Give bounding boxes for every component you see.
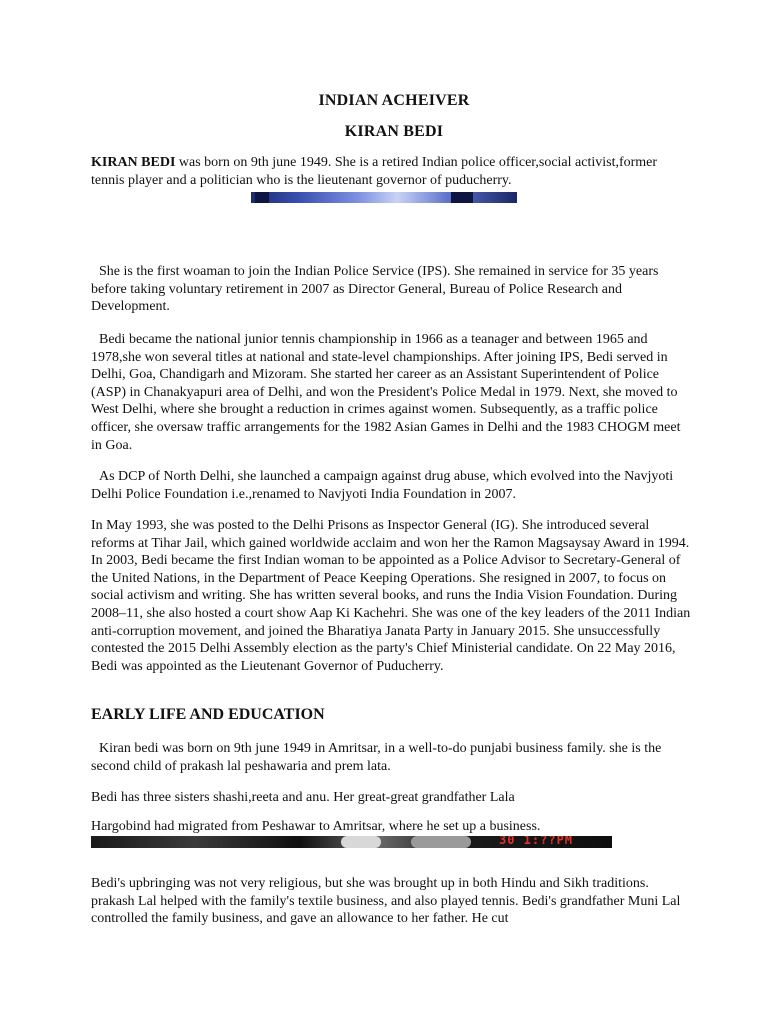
intro-text: was born on 9th june 1949. She is a retired Indian police officer,social activist,former tennis player and a politician who is the lieutenant governor of puducherry. (91, 155, 658, 188)
photo-detail (411, 836, 471, 848)
photo-clock-text: 30 1:??PM (499, 836, 574, 847)
section-heading: EARLY LIFE AND EDUCATION (91, 706, 325, 723)
intro-name: KIRAN BEDI (91, 155, 176, 170)
photo-detail (255, 192, 269, 203)
paragraph-6: Bedi has three sisters shashi,reeta and anu. Her great-great grandfather Lala (91, 790, 515, 805)
paragraph-4: In May 1993, she was posted to the Delhi Prisons as Inspector General (IG). She introduced several reforms at Tihar Jail, which gained worldwide acclaim and won her the Ramon Magsaysay Award in 1994. In 2003, Bedi became the first Indian woman to be appointed as a Police Advisor to Secretary-General of the United Nations, in the Department of Peace Keeping Operations. She resigned in 2007, to focus on social activism and writing. She has written several books, and runs the India Vision Foundation. During 2008–11, she also hosted a court show Aap Ki Kachehri. She was one of the key leaders of the 2011 Indian anti-corruption movement, and joined the Bharatiya Janata Party in January 2015. She unsuccessfully contested the 2015 Delhi Assembly election as the party's Chief Ministerial candidate. On 22 May 2016, Bedi was appointed as the Lieutenant Governor of Puducherry. (91, 518, 691, 674)
photo-strip-bottom (91, 836, 612, 848)
paragraph-8: Bedi's upbringing was not very religious, but she was brought up in both Hindu and Sikh traditions. prakash Lal helped with the family's textile business, and also played tennis. Bedi's grandfather Muni Lal controlled the family business, and gave an allowance to her father. He cut (91, 876, 681, 927)
intro-paragraph (91, 154, 691, 189)
document-subtitle: KIRAN BEDI (344, 123, 444, 140)
paragraph-5: Kiran bedi was born on 9th june 1949 in Amritsar, in a well-to-do punjabi business family. she is the second child of prakash lal peshawaria and prem lata. (91, 741, 662, 774)
paragraph-2: Bedi became the national junior tennis championship in 1966 as a teanager and between 1965 and 1978,she won several titles at national and state-level championships. After joining IPS, Bedi served in Delhi, Goa, Chandigarh and Mizoram. She started her career as an Assistant Superintendent of Police (ASP) in Chanakyapuri area of Delhi, and won the President's Police Medal in 1979. Next, she moved to West Delhi, where she brought a reduction in crimes against women. Subsequently, as a traffic police officer, she oversaw traffic arrangements for the 1982 Asian Games in Delhi and the 1983 CHOGM meet in Goa. (91, 332, 681, 453)
paragraph-3: As DCP of North Delhi, she launched a campaign against drug abuse, which evolved into the Navjyoti Delhi Police Foundation i.e.,renamed to Navjyoti India Foundation in 2007. (91, 469, 674, 502)
document-title: INDIAN ACHEIVER (318, 92, 470, 109)
photo-detail (451, 192, 473, 203)
photo-detail (341, 836, 381, 848)
paragraph-1: She is the first woaman to join the Indian Police Service (IPS). She remained in service for 35 years before taking voluntary retirement in 2007 as Director General, Bureau of Police Research and Development. (91, 264, 659, 315)
photo-strip-top (251, 192, 517, 203)
paragraph-7: Hargobind had migrated from Peshawar to Amritsar, where he set up a business. (91, 819, 541, 834)
